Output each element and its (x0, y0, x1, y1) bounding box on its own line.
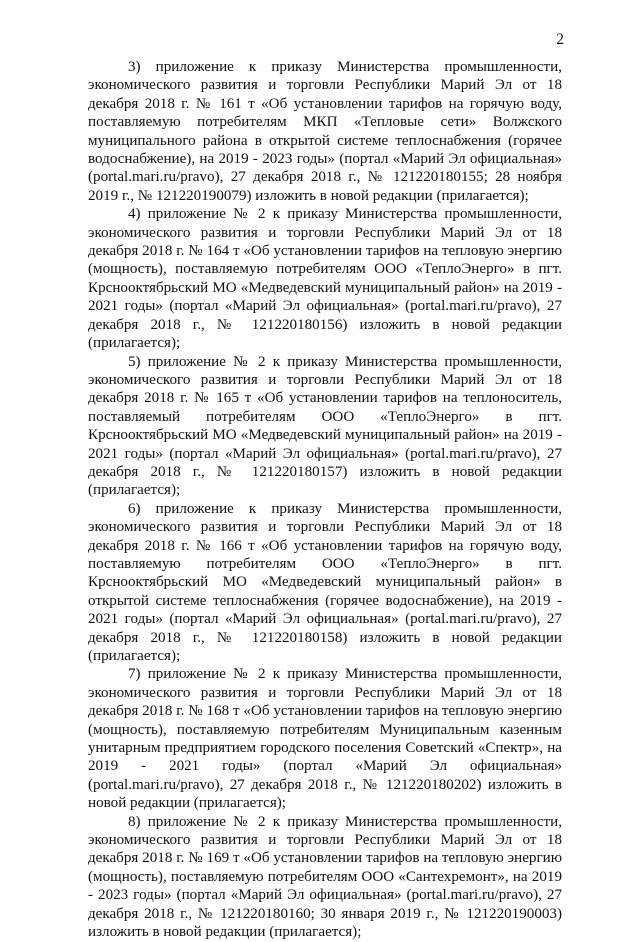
paragraph-item-4: 4) приложение № 2 к приказу Министерства промышленности, экономического развития и торговли Республики Марий Эл от 18 декабря 2018 г. № 164 т «Об установлении тарифов на тепловую энергию (мощность), поставляемую потребителям ООО «ТеплоЭнерго» в пгт. Крснооктябрьский МО «Медведевский муниципальный район» на 2019 - 2021 годы» (портал «Марий Эл официальная» (portal.mari.ru/pravo), 27 декабря 2018 г., № 121220180156) изложить в новой редакции (прилагается); (88, 206, 562, 352)
page-number: 2 (556, 31, 564, 48)
paragraph-item-3: 3) приложение к приказу Министерства промышленности, экономического развития и торговли Республики Марий Эл от 18 декабря 2018 г. № 161 т «Об установлении тарифов на горячую воду, поставляемую потребителям МКП «Тепловые сети» Волжского муниципального района в открытой системе теплоснабжения (горячее водоснабжение), на 2019 - 2023 годы» (портал «Марий Эл официальная» (portal.mari.ru/pravo), 27 декабря 2018 г., № 121220180155; 28 ноября 2019 г., № 121220190079) изложить в новой редакции (прилагается); (88, 59, 562, 204)
paragraph-item-7: 7) приложение № 2 к приказу Министерства промышленности, экономического развития и торговли Республики Марий Эл от 18 декабря 2018 г. № 168 т «Об установлении тарифов на тепловую энергию (мощность), поставляемую потребителям Муниципальным казенным унитарным предприятием городского поселения Советский «Спектр», на 2019 - 2021 годы» (портал «Марий Эл официальная» (portal.mari.ru/pravo), 27 декабря 2018 г., № 121220180202) изложить в новой редакции (прилагается); (88, 666, 562, 812)
paragraph-item-5: 5) приложение № 2 к приказу Министерства промышленности, экономического развития и торговли Республики Марий Эл от 18 декабря 2018 г. № 165 т «Об установлении тарифов на теплоноситель, поставляемый потребителям ООО «ТеплоЭнерго» в пгт. Крснооктябрьский МО «Медведевский муниципальный район» на 2019 - 2021 годы» (портал «Марий Эл официальная» (portal.mari.ru/pravo), 27 декабря 2018 г., № 121220180157) изложить в новой редакции (прилагается); (88, 353, 562, 499)
document-body (88, 58, 562, 942)
paragraph-item-6: 6) приложение к приказу Министерства промышленности, экономического развития и торговли Республики Марий Эл от 18 декабря 2018 г. № 166 т «Об установлении тарифов на горячую воду, поставляемую потребителям ООО «ТеплоЭнерго» в пгт. Крснооктябрьский МО «Медведевский муниципальный район» в открытой системе теплоснабжения (горячее водоснабжение), на 2019 - 2021 годы» (портал «Марий Эл официальная» (portal.mari.ru/pravo), 27 декабря 2018 г., № 121220180158) изложить в новой редакции (прилагается); (88, 500, 562, 664)
paragraph-item-8: 8) приложение № 2 к приказу Министерства промышленности, экономического развития и торговли Республики Марий Эл от 18 декабря 2018 г. № 169 т «Об установлении тарифов на тепловую энергию (мощность), поставляемую потребителям ООО «Сантехремонт», на 2019 - 2023 годы» (портал «Марий Эл официальная» (portal.mari.ru/pravo), 27 декабря 2018 г., № 121220180160; 30 января 2019 г., № 121220190003) изложить в новой редакции (прилагается); (88, 813, 562, 941)
